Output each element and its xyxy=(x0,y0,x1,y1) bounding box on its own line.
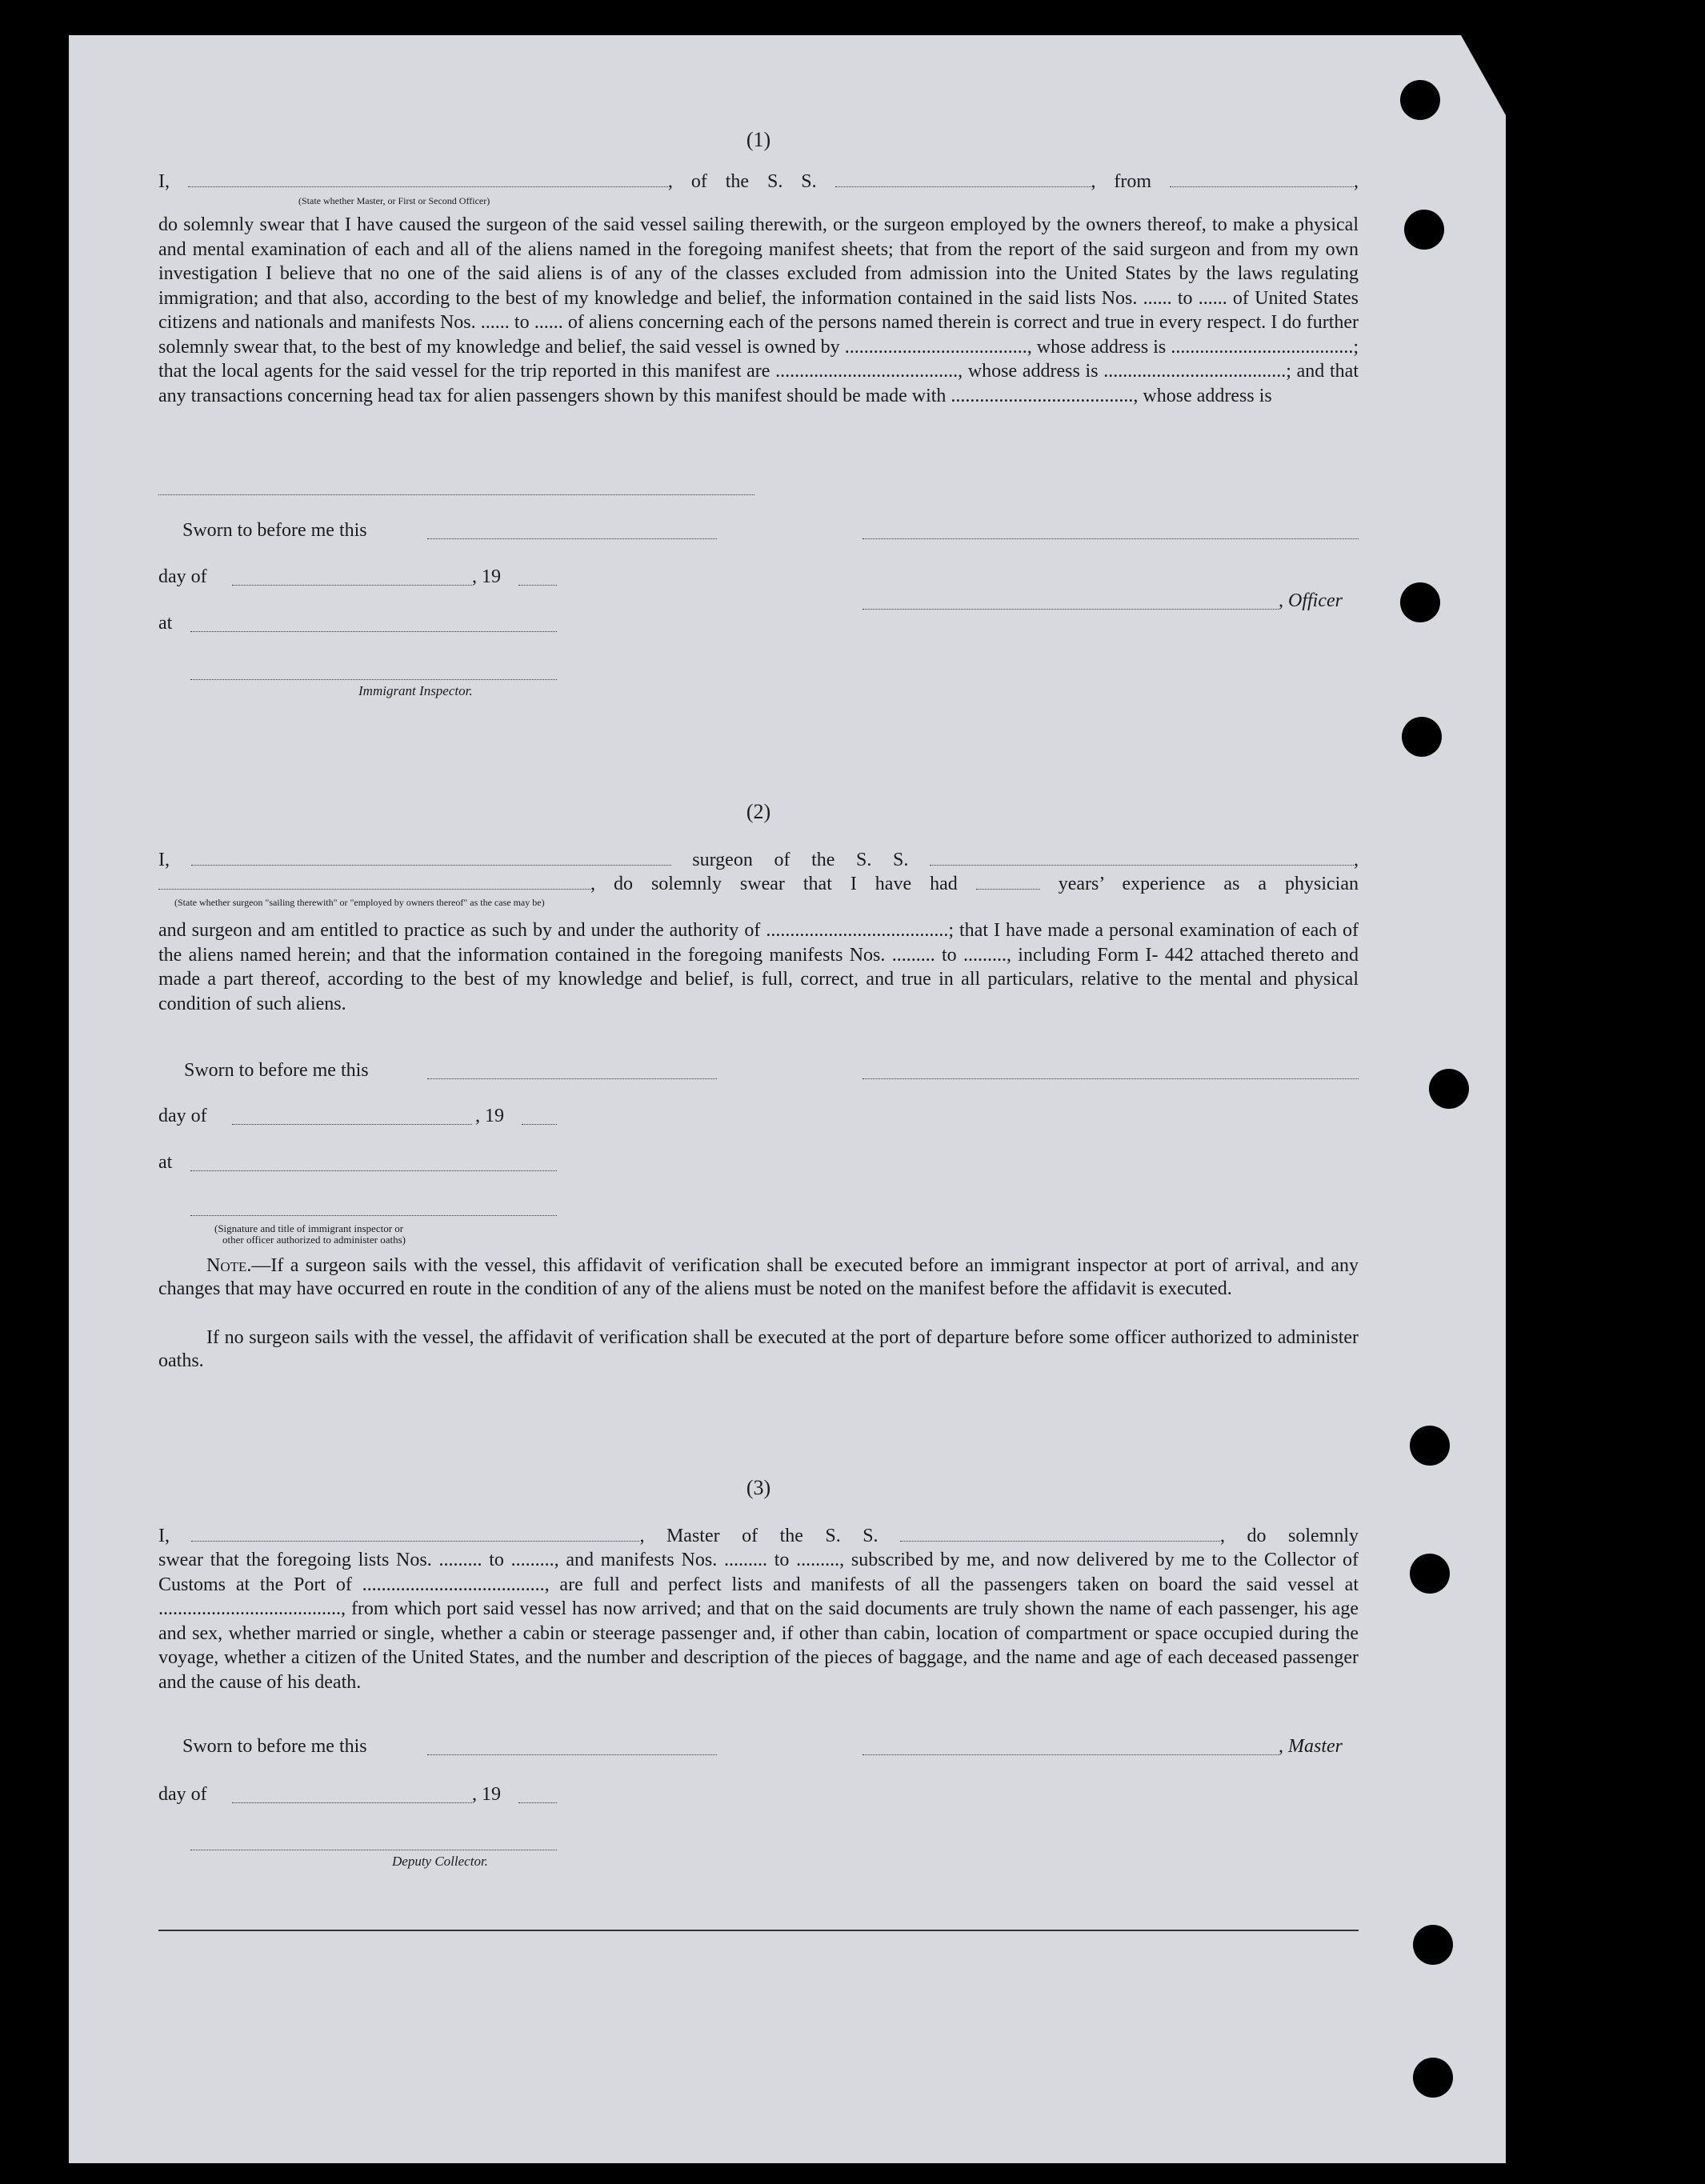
surgeon-type-field[interactable] xyxy=(158,874,590,890)
note-paragraph: Note.—If a surgeon sails with the vessel, this affidavit of verification shall be executed before an immigrant inspector at port of arrival, and any changes that may have occurred en route in the condition of any of the aliens must be noted on the manifest before the affidavit is executed. xyxy=(158,1255,1359,1299)
year-field[interactable] xyxy=(518,1802,557,1803)
bottom-rule xyxy=(158,1930,1359,1931)
signature-caption: other officer authorized to administer oaths) xyxy=(222,1234,406,1246)
surgeon-line-2: , do solemnly swear that I have had years’ experience as a physician xyxy=(158,872,1359,896)
address-field[interactable] xyxy=(158,494,754,495)
year-label: , 19 xyxy=(472,1784,501,1805)
field-caption: (State whether Master, or First or Second Officer) xyxy=(298,195,490,206)
officer-signature-field[interactable] xyxy=(863,538,1359,539)
section-number: (1) xyxy=(746,128,771,151)
section-number: (3) xyxy=(746,1476,771,1499)
sworn-date-field[interactable] xyxy=(427,538,717,539)
vessel-field[interactable] xyxy=(835,172,1091,187)
master-line-1: I, , Master of the S. S. , do solemnly xyxy=(158,1526,1359,1546)
name-field[interactable] xyxy=(188,172,668,187)
surgeon-signature-field[interactable] xyxy=(863,1078,1359,1079)
punch-hole xyxy=(1404,210,1444,250)
section-number: (2) xyxy=(746,800,771,823)
officer-signature-field[interactable] xyxy=(190,1214,557,1216)
years-field[interactable] xyxy=(976,874,1040,890)
vessel-field[interactable] xyxy=(900,1526,1220,1542)
day-of-label: day of xyxy=(158,1784,207,1805)
year-field[interactable] xyxy=(518,584,557,586)
officer-name-field[interactable] xyxy=(863,608,1279,610)
section-1 xyxy=(158,128,1359,704)
year-field[interactable] xyxy=(522,1123,557,1125)
surgeon-name-field[interactable] xyxy=(191,850,671,866)
inspector-signature-field[interactable] xyxy=(190,678,557,680)
sworn-label: Sworn to before me this xyxy=(182,1736,367,1757)
year-label: , 19 xyxy=(475,1106,504,1126)
at-field[interactable] xyxy=(190,630,557,632)
at-label: at xyxy=(158,1152,173,1173)
punch-hole xyxy=(1402,717,1442,757)
field-caption: (State whether surgeon "sailing therewith" or "employed by owners thereof" as the case may be) xyxy=(174,897,545,908)
at-label: at xyxy=(158,613,173,634)
sworn-label: Sworn to before me this xyxy=(182,520,367,541)
sworn-label: Sworn to before me this xyxy=(184,1060,369,1081)
oath-line-1: I, , of the S. S. , from , xyxy=(158,171,1359,192)
officer-label: , Officer xyxy=(1279,590,1343,611)
sworn-date-field[interactable] xyxy=(427,1754,717,1755)
master-signature-field[interactable] xyxy=(863,1754,1279,1755)
vessel-field[interactable] xyxy=(930,850,1354,866)
master-name-field[interactable] xyxy=(191,1526,639,1542)
sworn-date-field[interactable] xyxy=(427,1078,717,1079)
at-field[interactable] xyxy=(190,1170,557,1171)
punch-hole xyxy=(1429,1069,1469,1109)
inspector-label: Immigrant Inspector. xyxy=(358,683,473,698)
punch-hole xyxy=(1413,1925,1453,1965)
year-label: , 19 xyxy=(472,566,501,587)
punch-hole xyxy=(1400,582,1440,622)
deputy-signature-field[interactable] xyxy=(190,1849,557,1850)
section-3 xyxy=(158,1476,1359,1892)
day-of-label: day of xyxy=(158,566,207,587)
surgeon-body: and surgeon and am entitled to practice as such by and under the authority of ......................................; that I have made a personal examination of each of the aliens named herein; and that the information contained in the foregoing manifests Nos. ......... to ........., including Form I- 442 attached thereto and made a part thereof, according to the best of my knowledge and belief, is full, correct, and true in all particulars, relative to the mental and physical condition of such aliens. xyxy=(158,920,1359,1014)
day-of-label: day of xyxy=(158,1106,207,1126)
day-field[interactable] xyxy=(232,584,472,586)
day-field[interactable] xyxy=(232,1123,472,1125)
punch-hole xyxy=(1410,1426,1450,1466)
oath-body: do solemnly swear that I have caused the surgeon of the said vessel sailing therewith, or the surgeon employed by the owners thereof, to make a physical and mental examination of each and all of the aliens named in the foregoing manifest sheets; that from the report of the said surgeon and from my own investigation I believe that no one of the said aliens is of any of the classes excluded from admission into the United States by the laws regulating immigration; and that also, according to the best of my knowledge and belief, the information contained in the said lists Nos. ...... to ...... of United States citizens and nationals and manifests Nos. ...... to ...... of aliens concerning each of the persons named therein is correct and true in every respect. I do further solemnly swear that, to the best of my knowledge and belief, the said vessel is owned by ......................................, whose address is ......................................; that the local agents for the said vessel for the trip reported in this manifest are ......................................, whose address is ......................................; and that any transactions concerning head tax for alien passengers shown by this manifest should be made with ......................................, whose address is xyxy=(158,214,1359,406)
punch-hole xyxy=(1400,80,1440,120)
signature-caption: (Signature and title of immigrant inspector or xyxy=(214,1222,404,1234)
from-field[interactable] xyxy=(1170,172,1354,187)
deputy-label: Deputy Collector. xyxy=(392,1854,488,1869)
punch-hole xyxy=(1413,2058,1453,2098)
punch-hole xyxy=(1410,1554,1450,1594)
note-paragraph-2: If no surgeon sails with the vessel, the affidavit of verification shall be executed at the port of departure before some officer authorized to administer oaths. xyxy=(158,1327,1359,1371)
master-label: , Master xyxy=(1279,1736,1343,1757)
day-field[interactable] xyxy=(232,1802,472,1803)
surgeon-line-1: I, surgeon of the S. S. , xyxy=(158,850,1359,870)
master-body: swear that the foregoing lists Nos. ......... to ........., and manifests Nos. ......... to ........., subscribed by me, and now delivered by me to the Collector of Customs at the Port of ......................................, are full and perfect lists and manifests of all the passengers taken on board the said vessel at ......................................, from which port said vessel has now arrived; and that on the said documents are truly shown the name of each passenger, his age and sex, whether married or single, whether a cabin or steerage passenger and, if other than cabin, location of compartment or space occupied during the voyage, whether a citizen of the United States, and the number and description of the pieces of baggage, and the name and age of each deceased passenger and the cause of his death. xyxy=(158,1550,1359,1693)
